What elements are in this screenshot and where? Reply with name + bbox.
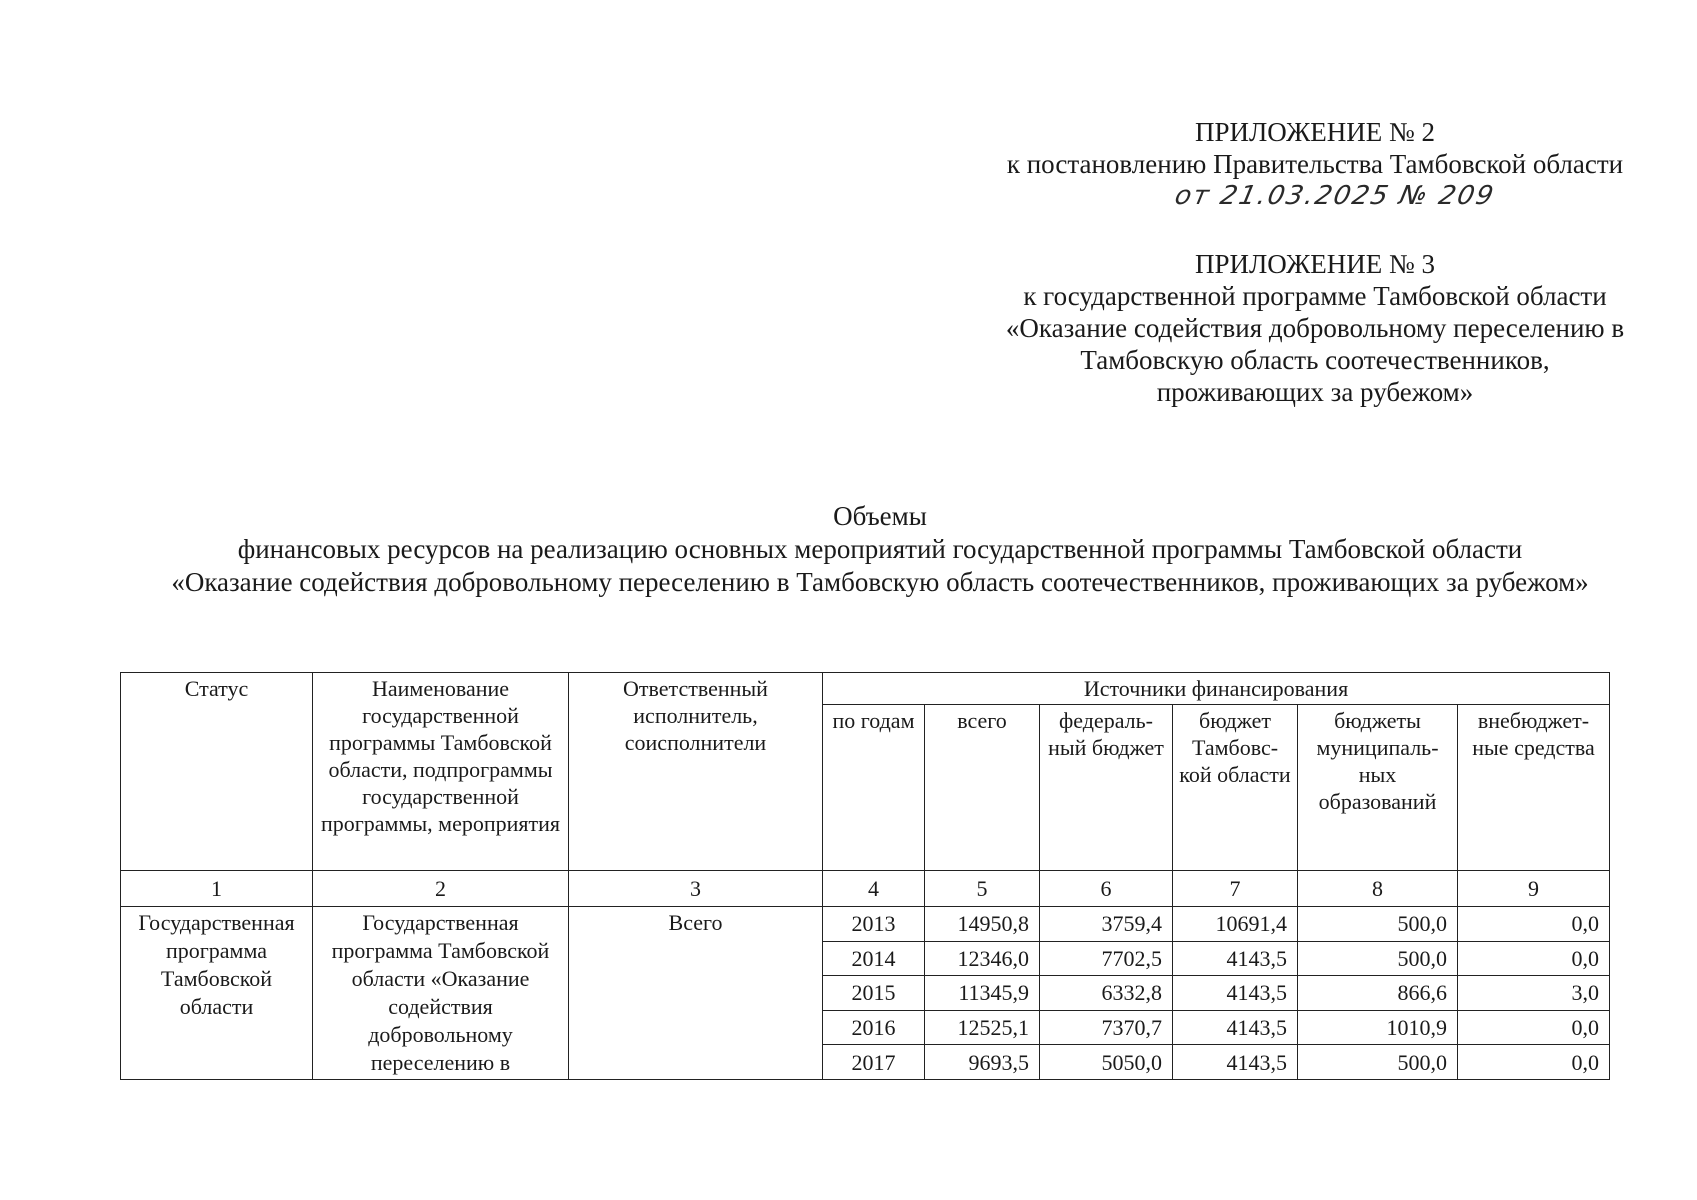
- appendix-3-line-4: проживающих за рубежом»: [1156, 377, 1474, 407]
- header-name: Наименование государственной программы Тамбовской области, подпрограммы государственной программы, мероприятия: [313, 673, 569, 871]
- appendix-2-block: [990, 116, 1640, 212]
- cell-total: 12346,0: [925, 941, 1040, 976]
- column-number: 1: [121, 871, 313, 907]
- appendix-3-block: [990, 248, 1640, 408]
- header-regional: бюджет Тамбовс-кой области: [1173, 705, 1298, 871]
- cell-year: 2016: [823, 1010, 925, 1045]
- cell-municipal: 500,0: [1298, 941, 1458, 976]
- cell-year: 2014: [823, 941, 925, 976]
- cell-federal: 7370,7: [1040, 1010, 1173, 1045]
- appendix-3-line-3: Тамбовскую область соотечественников,: [1080, 345, 1550, 375]
- header-extrabudget: внебюджет-ные средства: [1458, 705, 1610, 871]
- cell-federal: 6332,8: [1040, 976, 1173, 1011]
- column-number: 7: [1173, 871, 1298, 907]
- cell-municipal: 1010,9: [1298, 1010, 1458, 1045]
- group-name: Государственная программа Тамбовской области «Оказание содействия добровольному переселению в: [313, 907, 569, 1080]
- cell-total: 12525,1: [925, 1010, 1040, 1045]
- column-number: 9: [1458, 871, 1610, 907]
- cell-total: 11345,9: [925, 976, 1040, 1011]
- header-federal: федераль-ный бюджет: [1040, 705, 1173, 871]
- cell-extrabudget: 0,0: [1458, 1010, 1610, 1045]
- cell-extrabudget: 3,0: [1458, 976, 1610, 1011]
- document-heading: [100, 500, 1660, 599]
- heading-line-3: «Оказание содействия добровольному переселению в Тамбовскую область соотечественников, проживающих за рубежом»: [171, 567, 1589, 597]
- header-by-year: по годам: [823, 705, 925, 871]
- cell-extrabudget: 0,0: [1458, 907, 1610, 942]
- column-number: 3: [569, 871, 823, 907]
- cell-municipal: 500,0: [1298, 907, 1458, 942]
- column-number: 6: [1040, 871, 1173, 907]
- column-number: 8: [1298, 871, 1458, 907]
- column-number: 4: [823, 871, 925, 907]
- header-status: Статус: [121, 673, 313, 871]
- group-responsible: Всего: [569, 907, 823, 1080]
- handwritten-date-number: от 21.03.2025 № 209: [1172, 181, 1498, 211]
- cell-total: 9693,5: [925, 1045, 1040, 1080]
- appendix-3-line-2: «Оказание содействия добровольному переселению в: [1005, 313, 1625, 343]
- cell-regional: 10691,4: [1173, 907, 1298, 942]
- cell-year: 2015: [823, 976, 925, 1011]
- funding-table: [120, 672, 1610, 1080]
- header-sources: Источники финансирования: [823, 673, 1610, 705]
- cell-regional: 4143,5: [1173, 1010, 1298, 1045]
- cell-extrabudget: 0,0: [1458, 941, 1610, 976]
- header-responsible: Ответственный исполнитель, соисполнители: [569, 673, 823, 871]
- heading-line-2: финансовых ресурсов на реализацию основных мероприятий государственной программы Тамбовской области: [237, 534, 1523, 564]
- cell-regional: 4143,5: [1173, 941, 1298, 976]
- cell-municipal: 866,6: [1298, 976, 1458, 1011]
- heading-line-1: Объемы: [833, 501, 927, 531]
- column-number: 5: [925, 871, 1040, 907]
- cell-regional: 4143,5: [1173, 1045, 1298, 1080]
- cell-federal: 3759,4: [1040, 907, 1173, 942]
- header-row-1: [121, 673, 1610, 705]
- column-number-row: [121, 871, 1610, 907]
- cell-extrabudget: 0,0: [1458, 1045, 1610, 1080]
- appendix-2-line: к постановлению Правительства Тамбовской области: [1006, 149, 1624, 179]
- group-status: Государственная программа Тамбовской области: [121, 907, 313, 1080]
- cell-total: 14950,8: [925, 907, 1040, 942]
- appendix-3-line-1: к государственной программе Тамбовской области: [1023, 281, 1607, 311]
- cell-federal: 7702,5: [1040, 941, 1173, 976]
- header-municipal: бюджеты муниципаль-ных образований: [1298, 705, 1458, 871]
- appendix-3-title: ПРИЛОЖЕНИЕ № 3: [1194, 249, 1436, 279]
- cell-federal: 5050,0: [1040, 1045, 1173, 1080]
- header-total: всего: [925, 705, 1040, 871]
- cell-year: 2017: [823, 1045, 925, 1080]
- appendix-2-title: ПРИЛОЖЕНИЕ № 2: [1194, 117, 1436, 147]
- table-row: [121, 907, 1610, 942]
- cell-municipal: 500,0: [1298, 1045, 1458, 1080]
- cell-regional: 4143,5: [1173, 976, 1298, 1011]
- column-number: 2: [313, 871, 569, 907]
- cell-year: 2013: [823, 907, 925, 942]
